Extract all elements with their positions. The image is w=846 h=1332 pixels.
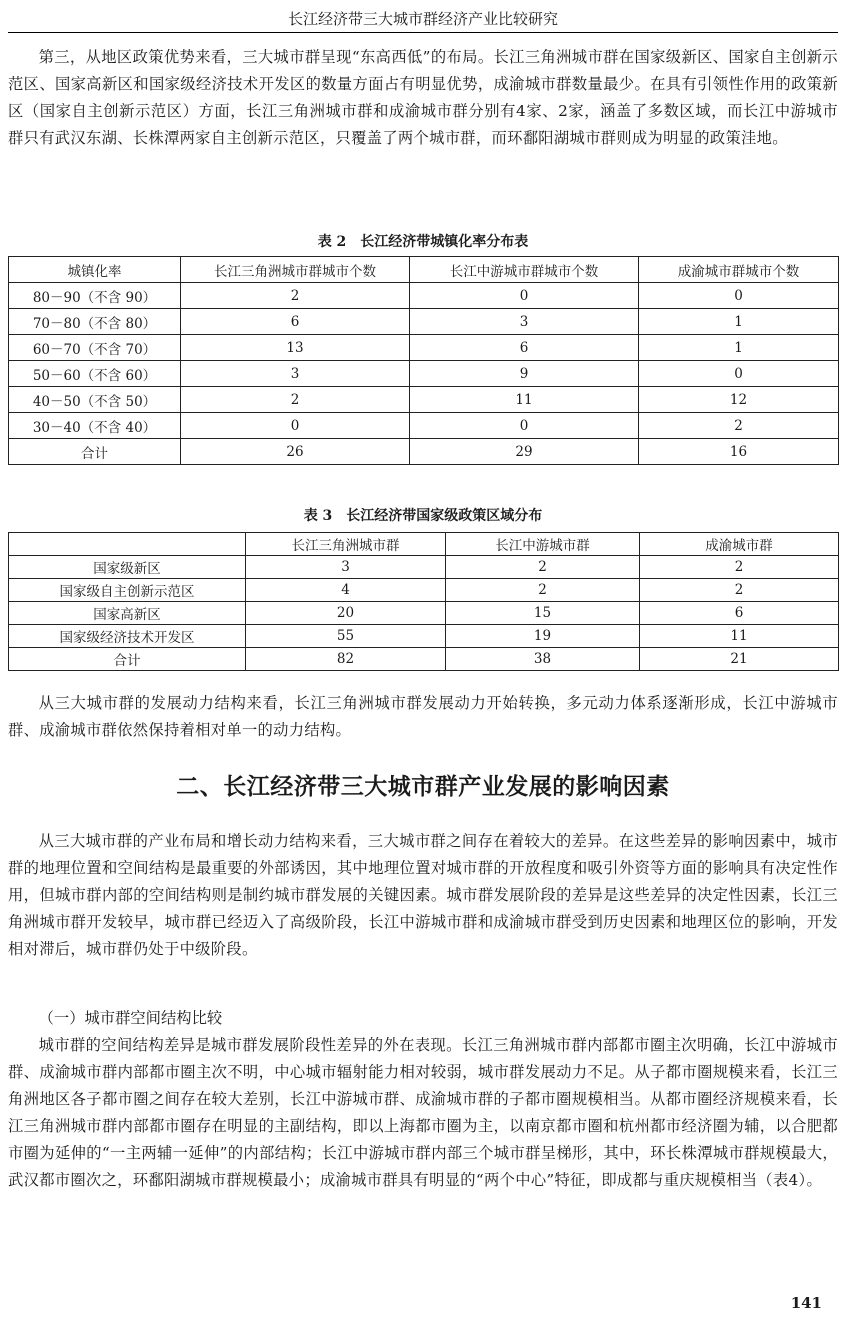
paragraph-influencing-factors: 从三大城市群的产业布局和增长动力结构来看，三大城市群之间存在着较大的差异。在这些差异的影响因素中，城市群的地理位置和空间结构是最重要的外部诱因，其中地理位置对城市群的开放程度和吸引外资等方面的影响具有决定性作用，但城市群内部的空间结构则是制约城市群发展的关键因素。城市群发展阶段的差异是这些差异的决定性因素，长江三角洲城市群开发较早，城市群已经迈入了高级阶段，长江中游城市群和成渝城市群受到历史因素和地理区位的影响，开发相对滞后，城市群仍处于中级阶段。	[8, 832, 838, 958]
table-cell: 2	[446, 579, 640, 602]
table-cell: 2	[181, 387, 410, 413]
table-header-cell: 长江三角洲城市群城市个数	[181, 257, 410, 283]
table-cell: 55	[246, 625, 446, 648]
table-3-caption: 表 3 长江经济带国家级政策区域分布	[303, 508, 543, 524]
table-total-row	[9, 439, 839, 465]
table-row	[9, 413, 839, 439]
table-row	[9, 556, 839, 579]
table-cell: 11	[410, 387, 639, 413]
table-cell: 合计	[9, 439, 181, 465]
table-row	[9, 361, 839, 387]
table-cell: 6	[640, 602, 839, 625]
running-head: 长江经济带三大城市群经济产业比较研究	[8, 6, 838, 33]
table-row	[9, 579, 839, 602]
table-cell: 3	[246, 556, 446, 579]
table-row	[9, 309, 839, 335]
table-cell: 13	[181, 335, 410, 361]
table-cell: 15	[446, 602, 640, 625]
table-cell: 21	[640, 648, 839, 671]
subsection-title: （一）城市群空间结构比较	[38, 1009, 223, 1027]
table-cell: 9	[410, 361, 639, 387]
table-cell: 0	[410, 283, 639, 309]
table-cell: 3	[181, 361, 410, 387]
table-cell: 4	[246, 579, 446, 602]
paragraph-spatial-structure: 城市群的空间结构差异是城市群发展阶段性差异的外在表现。长江三角洲城市群内部都市圈主次明确，长江中游城市群、成渝城市群内部都市圈主次不明，中心城市辐射能力相对较弱，城市群发展动力不足。从子都市圈规模来看，长江三角洲地区各子都市圈之间存在较大差别，长江中游城市群、成渝城市群的子都市圈规模相当。从都市圈经济规模来看，长江三角洲城市群内部都市圈存在明显的主副结构，即以上海都市圈为主，以南京都市圈和杭州都市经济圈为辅，以合肥都市圈为延伸的“一主两辅一延伸”的内部结构；长江中游城市群内部三个城市群呈梯形，其中，环长株潭城市群规模最大，武汉都市圈次之，环鄱阳湖城市群规模最小；成渝城市群具有明显的“两个中心”特征，即成都与重庆规模相当（表4）。	[8, 1036, 838, 1189]
table-cell: 26	[181, 439, 410, 465]
table-cell: 合计	[9, 648, 246, 671]
table-cell: 0	[181, 413, 410, 439]
table-cell: 60－70（不含 70）	[9, 335, 181, 361]
table-row	[9, 602, 839, 625]
table-header-cell: 长江中游城市群	[446, 533, 640, 556]
table-cell: 3	[410, 309, 639, 335]
table-cell: 80－90（不含 90）	[9, 283, 181, 309]
table-cell: 国家高新区	[9, 602, 246, 625]
table-cell: 6	[181, 309, 410, 335]
table-cell: 29	[410, 439, 639, 465]
table-cell: 82	[246, 648, 446, 671]
table-row	[9, 283, 839, 309]
page-number: 141	[790, 1294, 822, 1312]
table-header-cell: 长江三角洲城市群	[246, 533, 446, 556]
table-cell: 2	[181, 283, 410, 309]
table-header-cell	[9, 533, 246, 556]
table-header-cell: 城镇化率	[9, 257, 181, 283]
table-cell: 30－40（不含 40）	[9, 413, 181, 439]
table-header-row	[9, 533, 839, 556]
table-cell: 1	[639, 309, 839, 335]
paragraph-dynamics-structure: 从三大城市群的发展动力结构来看，长江三角洲城市群发展动力开始转换，多元动力体系逐渐形成，长江中游城市群、成渝城市群依然保持着相对单一的动力结构。	[8, 694, 838, 739]
table-cell: 12	[639, 387, 839, 413]
table-cell: 国家级经济技术开发区	[9, 625, 246, 648]
policy-zone-table	[8, 532, 839, 671]
table-cell: 70－80（不含 80）	[9, 309, 181, 335]
table-cell: 16	[639, 439, 839, 465]
table-cell: 国家级自主创新示范区	[9, 579, 246, 602]
table-cell: 1	[639, 335, 839, 361]
table-row	[9, 625, 839, 648]
table-cell: 20	[246, 602, 446, 625]
table-2-caption: 表 2 长江经济带城镇化率分布表	[317, 234, 529, 250]
table-cell: 2	[446, 556, 640, 579]
table-cell: 2	[639, 413, 839, 439]
table-cell: 0	[639, 283, 839, 309]
table-row	[9, 387, 839, 413]
table-header-cell: 成渝城市群	[640, 533, 839, 556]
table-cell: 50－60（不含 60）	[9, 361, 181, 387]
table-cell: 2	[640, 579, 839, 602]
urbanization-rate-table	[8, 256, 839, 465]
section-title: 二、长江经济带三大城市群产业发展的影响因素	[176, 773, 670, 800]
table-cell: 0	[639, 361, 839, 387]
table-header-cell: 长江中游城市群城市个数	[410, 257, 639, 283]
paragraph-policy-advantage: 第三，从地区政策优势来看，三大城市群呈现“东高西低”的布局。长江三角洲城市群在国家级新区、国家自主创新示范区、国家高新区和国家级经济技术开发区的数量方面占有明显优势，成渝城市群数量最少。在具有引领性作用的政策新区（国家自主创新示范区）方面，长江三角洲城市群和成渝城市群分别有4家、2家，涵盖了多数区域，而长江中游城市群只有武汉东湖、长株潭两家自主创新示范区，只覆盖了两个城市群，而环鄱阳湖城市群则成为明显的政策洼地。	[8, 48, 838, 147]
table-cell: 0	[410, 413, 639, 439]
table-cell: 6	[410, 335, 639, 361]
table-cell: 国家级新区	[9, 556, 246, 579]
table-cell: 19	[446, 625, 640, 648]
table-header-row	[9, 257, 839, 283]
table-cell: 2	[640, 556, 839, 579]
table-row	[9, 335, 839, 361]
table-cell: 40－50（不含 50）	[9, 387, 181, 413]
table-header-cell: 成渝城市群城市个数	[639, 257, 839, 283]
table-total-row	[9, 648, 839, 671]
table-cell: 11	[640, 625, 839, 648]
table-cell: 38	[446, 648, 640, 671]
